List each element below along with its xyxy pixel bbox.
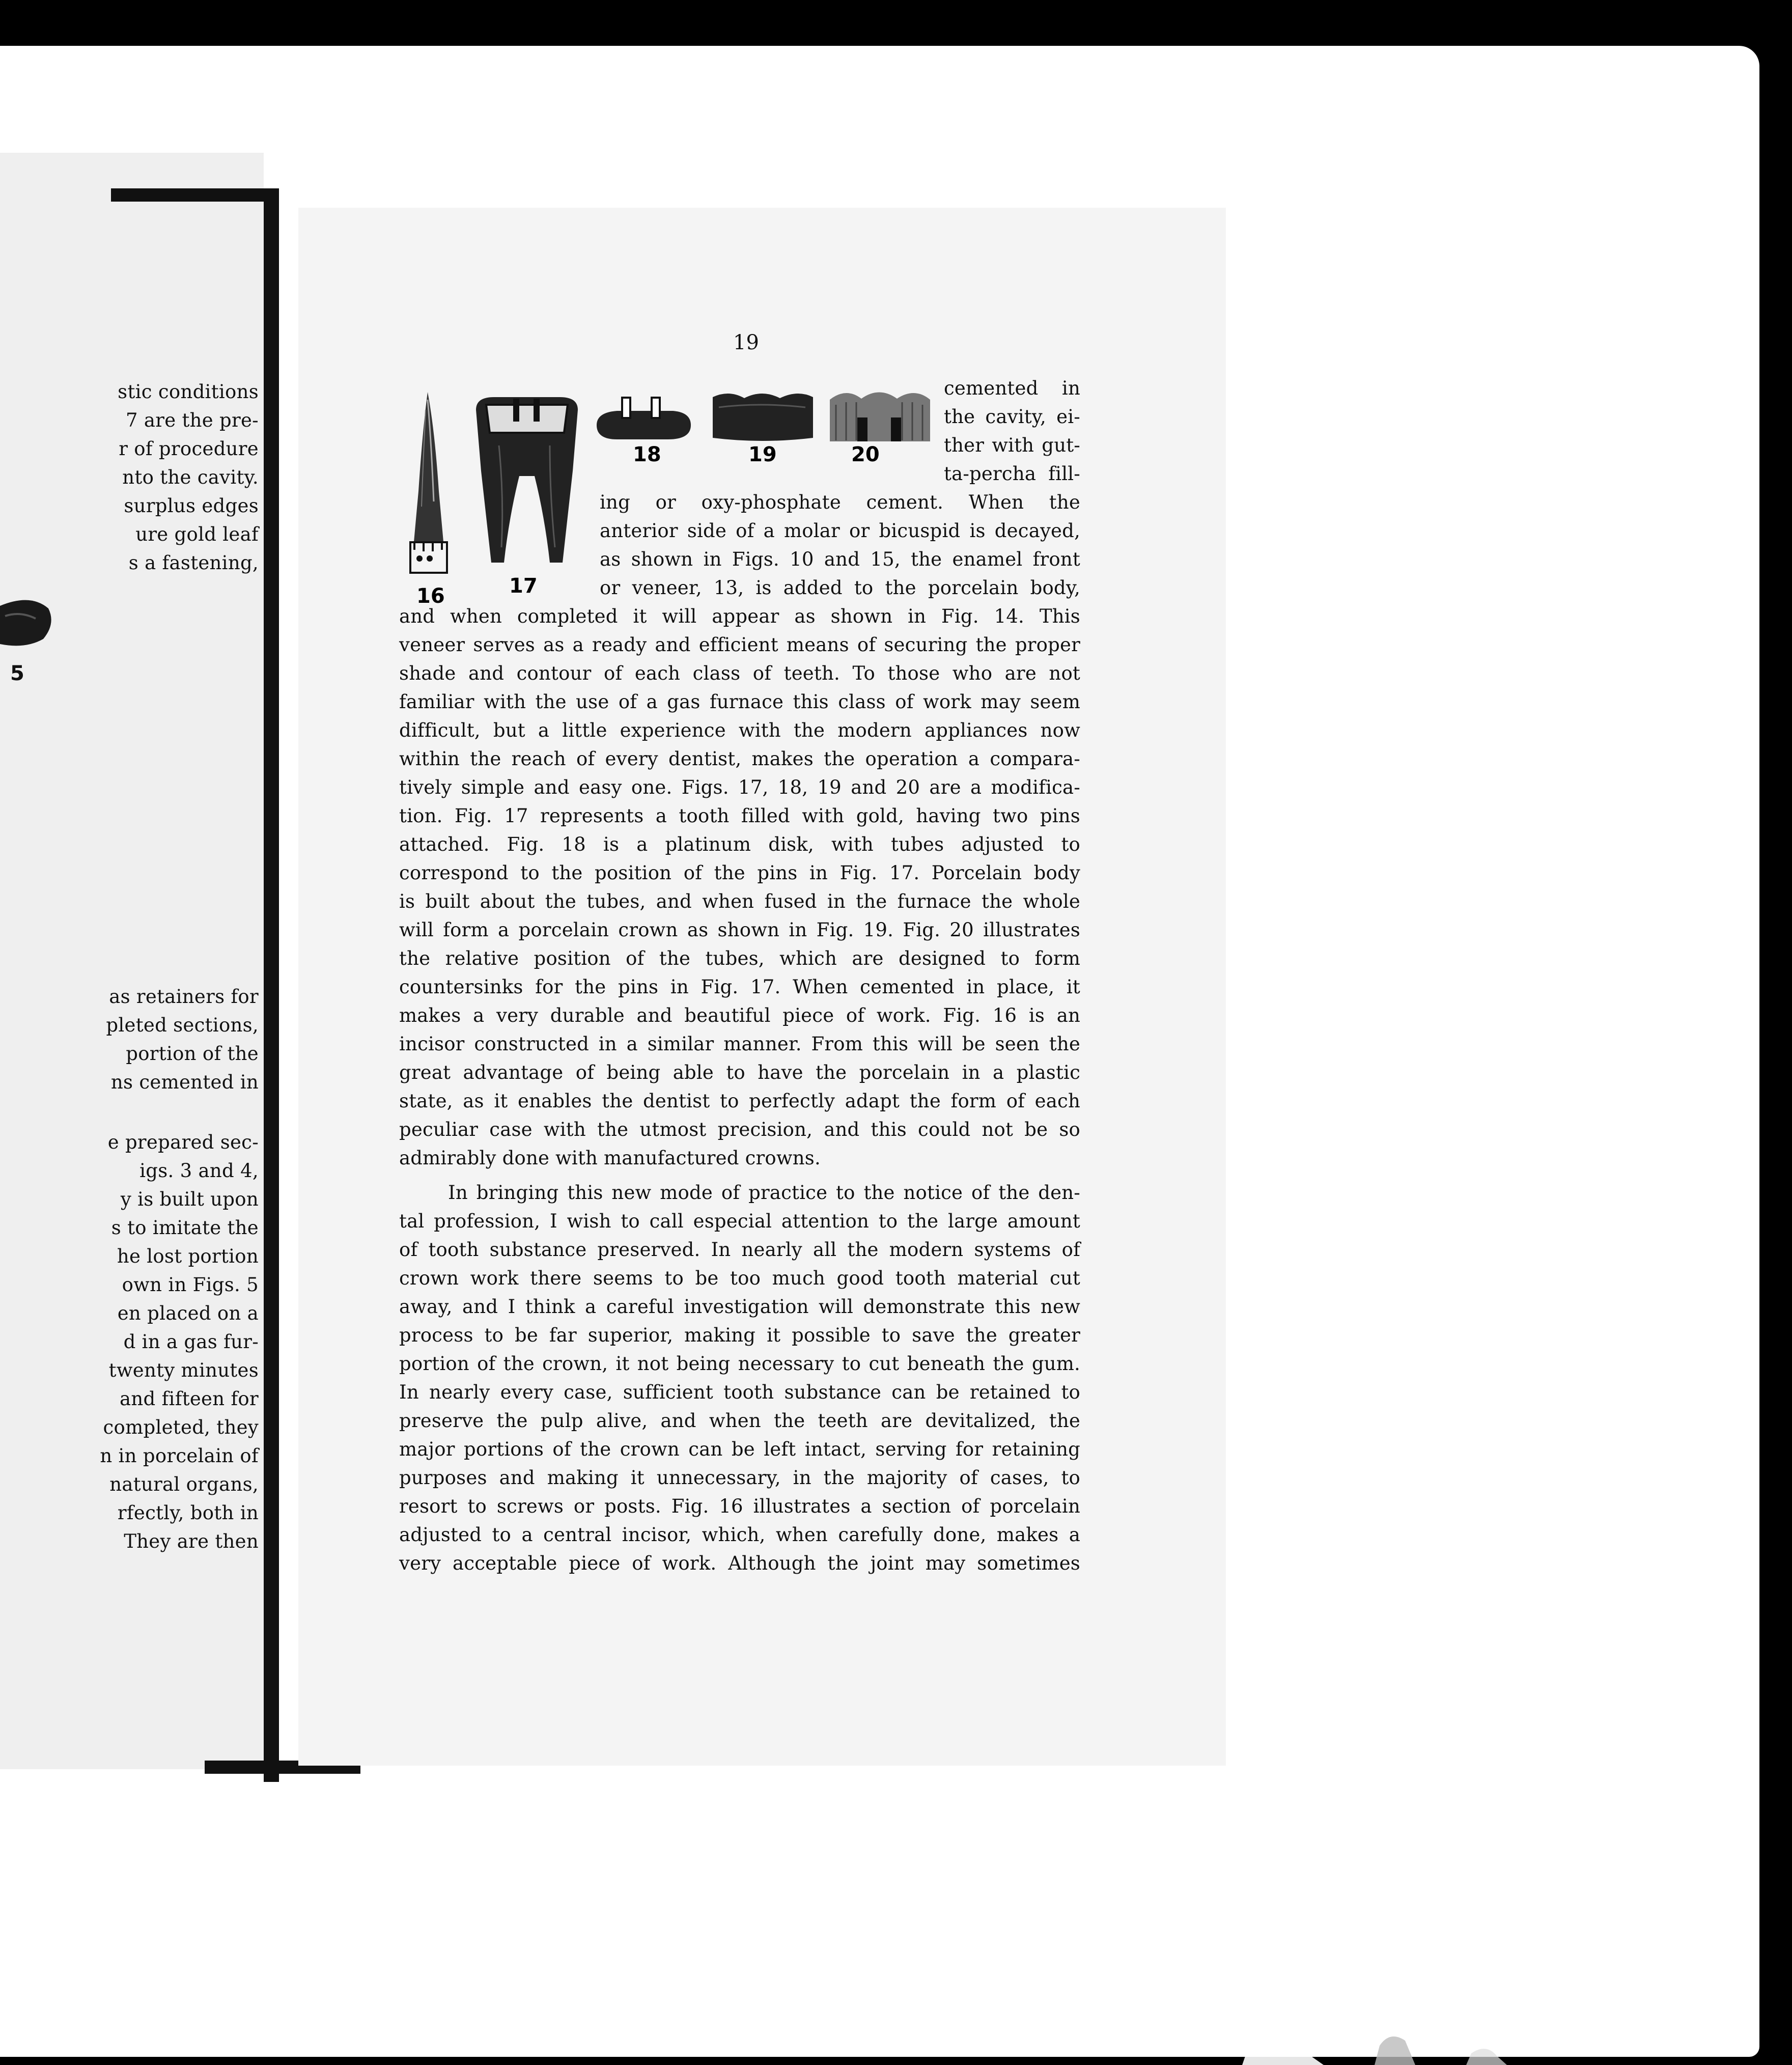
page-gutter-shadow xyxy=(264,188,279,1782)
text-line: admirably done with manufactured crowns. xyxy=(399,1147,821,1169)
text-line: difficult, but a little experience with the modern appliances now xyxy=(399,719,1080,741)
left-line: s a fastening, xyxy=(128,552,259,574)
left-line: and fifteen for xyxy=(120,1388,259,1410)
text-line: makes a very durable and beautiful piece of work. Fig. 16 is an xyxy=(399,1004,1080,1026)
text-line: the cavity, ei- xyxy=(944,406,1080,428)
left-line: surplus edges xyxy=(124,495,259,517)
text-line: is built about the tubes, and when fused in the furnace the whole xyxy=(399,890,1080,912)
figure-17-molar xyxy=(473,395,580,568)
text-line: In nearly every case, sufficient tooth substance can be retained to xyxy=(399,1381,1080,1403)
text-line: veneer serves as a ready and efficient means of securing the proper xyxy=(399,634,1080,656)
page-number: 19 xyxy=(733,331,759,354)
figure-label-19: 19 xyxy=(748,443,777,466)
text-line: peculiar case with the utmost precision, and this could not be so xyxy=(399,1119,1080,1140)
left-line: e prepared sec- xyxy=(107,1131,259,1153)
figure-label-16: 16 xyxy=(416,584,445,608)
text-line: ing or oxy-phosphate cement. When the xyxy=(600,491,1080,513)
left-line: portion of the xyxy=(126,1043,259,1065)
text-line: crown work there seems to be too much good tooth material cut xyxy=(399,1267,1080,1289)
left-line: s to imitate the xyxy=(111,1217,259,1239)
left-line: pleted sections, xyxy=(106,1014,259,1036)
text-line: resort to screws or posts. Fig. 16 illustrates a section of porcelain xyxy=(399,1495,1080,1517)
text-line: incisor constructed in a similar manner. From this will be seen the xyxy=(399,1033,1080,1055)
text-line: anterior side of a molar or bicuspid is decayed, xyxy=(600,520,1080,542)
text-line: tal profession, I wish to call especial attention to the large amount xyxy=(399,1210,1080,1232)
left-line: ure gold leaf xyxy=(135,523,259,545)
text-line: attached. Fig. 18 is a platinum disk, with tubes adjusted to xyxy=(399,833,1080,855)
left-line: natural organs, xyxy=(109,1473,259,1495)
left-line: twenty minutes xyxy=(108,1359,259,1381)
text-line: cemented in xyxy=(944,377,1080,399)
text-line: tion. Fig. 17 represents a tooth filled with gold, having two pins xyxy=(399,805,1080,827)
text-line: tively simple and easy one. Figs. 17, 18, 19 and 20 are a modifica- xyxy=(399,776,1080,798)
text-line: of tooth substance preserved. In nearly all the modern systems of xyxy=(399,1239,1080,1261)
left-line: he lost portion xyxy=(117,1245,259,1267)
text-line: purposes and making it unnecessary, in the majority of cases, to xyxy=(399,1467,1080,1489)
text-line: preserve the pulp alive, and when the teeth are devitalized, the xyxy=(399,1410,1080,1432)
left-line: completed, they xyxy=(103,1416,259,1438)
figure-label-17: 17 xyxy=(509,574,538,598)
text-line: major portions of the crown can be left intact, serving for retaining xyxy=(399,1438,1080,1460)
text-line: very acceptable piece of work. Although the joint may sometimes xyxy=(399,1552,1080,1574)
text-line: countersinks for the pins in Fig. 17. When cemented in place, it xyxy=(399,976,1080,998)
text-line: familiar with the use of a gas furnace this class of work may seem xyxy=(399,691,1080,713)
text-line: ta-percha fill- xyxy=(944,463,1080,485)
figure-16-incisor xyxy=(403,389,454,578)
text-line: portion of the crown, it not being necessary to cut beneath the gum. xyxy=(399,1353,1080,1375)
left-line: 7 are the pre- xyxy=(125,409,259,431)
text-line: or veneer, 13, is added to the porcelain body, xyxy=(600,577,1080,599)
left-line: as retainers for xyxy=(109,986,259,1008)
scan-edge-debris xyxy=(1222,2005,1558,2065)
paragraph-first-line: In bringing this new mode of practice to the notice of the den- xyxy=(448,1182,1080,1204)
left-line: n in porcelain of xyxy=(100,1445,259,1467)
text-line: away, and I think a careful investigation will demonstrate this new xyxy=(399,1296,1080,1318)
text-line: the relative position of the tubes, which are designed to form xyxy=(399,947,1080,969)
figure-20-crown-section xyxy=(826,384,933,445)
left-line: nto the cavity. xyxy=(122,466,259,488)
left-figure-5 xyxy=(0,596,56,657)
text-line: ther with gut- xyxy=(944,434,1080,456)
left-line: y is built upon xyxy=(120,1188,259,1210)
text-line: adjusted to a central incisor, which, when carefully done, makes a xyxy=(399,1524,1080,1546)
text-line: shade and contour of each class of teeth. To those who are not xyxy=(399,662,1080,684)
figure-label-18: 18 xyxy=(633,443,661,466)
text-line: great advantage of being able to have the porcelain in a plastic xyxy=(399,1062,1080,1083)
left-line: igs. 3 and 4, xyxy=(139,1160,259,1182)
left-line: d in a gas fur- xyxy=(123,1331,259,1353)
text-line: and when completed it will appear as shown in Fig. 14. This xyxy=(399,605,1080,627)
figure-label-20: 20 xyxy=(851,443,880,466)
text-line: within the reach of every dentist, makes the operation a compara- xyxy=(399,748,1080,770)
text-line: process to be far superior, making it possible to save the greater xyxy=(399,1324,1080,1346)
text-line: state, as it enables the dentist to perfectly adapt the form of each xyxy=(399,1090,1080,1112)
left-figure-label: 5 xyxy=(10,662,25,685)
left-line: own in Figs. 5 xyxy=(122,1274,259,1296)
left-line: rfectly, both in xyxy=(117,1502,259,1524)
figure-18-disk xyxy=(592,395,693,445)
left-line: They are then xyxy=(124,1530,259,1552)
left-line: en placed on a xyxy=(117,1302,259,1324)
figure-19-crown xyxy=(709,387,816,445)
left-line: stic conditions xyxy=(118,381,259,403)
text-line: as shown in Figs. 10 and 15, the enamel front xyxy=(600,548,1080,570)
left-line: r of procedure xyxy=(119,438,259,460)
text-line: correspond to the position of the pins in Fig. 17. Porcelain body xyxy=(399,862,1080,884)
text-line: will form a porcelain crown as shown in Fig. 19. Fig. 20 illustrates xyxy=(399,919,1080,941)
page-clip-top xyxy=(111,188,273,202)
left-line: ns cemented in xyxy=(110,1071,259,1093)
left-page xyxy=(0,153,264,1769)
